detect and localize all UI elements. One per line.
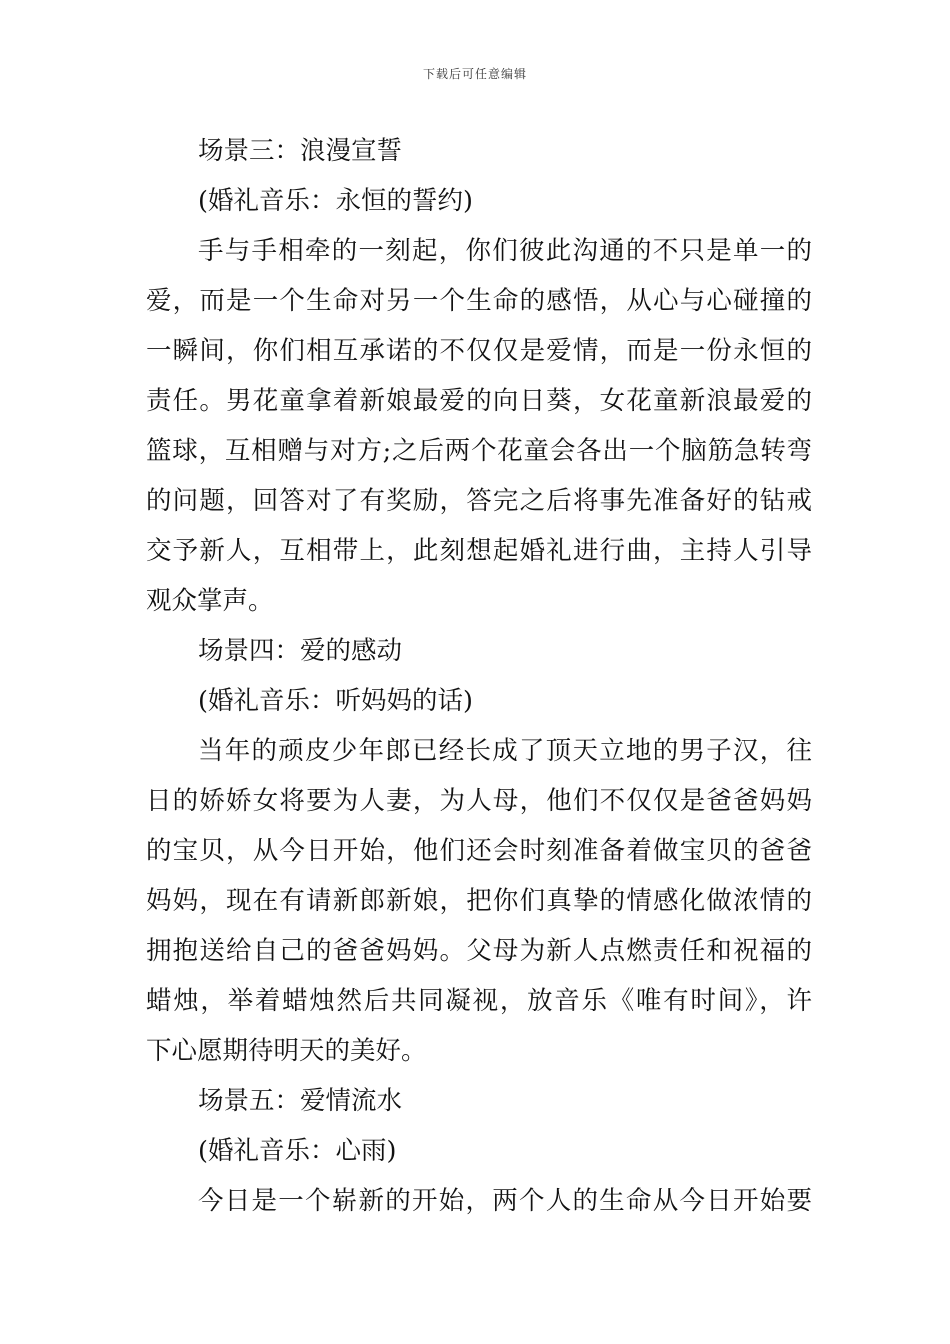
scene-five-heading: 场景五：爱情流水 — [198, 1086, 403, 1116]
paragraph-line: 的宝贝，从今日开始，他们还会时刻准备着做宝贝的爸爸 — [146, 836, 812, 866]
scene-three-music: (婚礼音乐：永恒的誓约) — [198, 186, 473, 216]
paragraph-line: 责任。男花童拿着新娘最爱的向日葵，女花童新浪最爱的 — [146, 386, 812, 416]
paragraph-line: 篮球，互相赠与对方;之后两个花童会各出一个脑筋急转弯 — [146, 436, 812, 466]
paragraph-line: 拥抱送给自己的爸爸妈妈。父母为新人点燃责任和祝福的 — [146, 936, 812, 966]
scene-five-music: (婚礼音乐：心雨) — [198, 1136, 397, 1166]
scene-four-music: (婚礼音乐：听妈妈的话) — [198, 686, 473, 716]
paragraph-line: 蜡烛，举着蜡烛然后共同凝视，放音乐《唯有时间》，许 — [146, 986, 812, 1016]
document-body — [146, 126, 812, 1226]
paragraph-line: 手与手相牵的一刻起，你们彼此沟通的不只是单一的 — [198, 236, 812, 266]
paragraph-line: 今日是一个崭新的开始，两个人的生命从今日开始要 — [198, 1186, 812, 1216]
header-note: 下载后可任意编辑 — [422, 67, 527, 81]
scene-three-heading: 场景三：浪漫宣誓 — [198, 136, 403, 166]
paragraph-line: 当年的顽皮少年郎已经长成了顶天立地的男子汉，往 — [198, 736, 812, 766]
paragraph-line: 一瞬间，你们相互承诺的不仅仅是爱情，而是一份永恒的 — [146, 336, 812, 366]
scene-four-heading: 场景四：爱的感动 — [198, 636, 403, 666]
paragraph-line: 妈妈，现在有请新郎新娘，把你们真挚的情感化做浓情的 — [146, 886, 812, 916]
paragraph-line: 交予新人，互相带上，此刻想起婚礼进行曲，主持人引导 — [146, 536, 812, 566]
paragraph-line: 的问题，回答对了有奖励，答完之后将事先准备好的钻戒 — [146, 486, 812, 516]
paragraph-line: 爱，而是一个生命对另一个生命的感悟，从心与心碰撞的 — [146, 286, 812, 316]
paragraph-line: 观众掌声。 — [146, 586, 274, 616]
paragraph-line: 下心愿期待明天的美好。 — [146, 1036, 427, 1066]
paragraph-line: 日的娇娇女将要为人妻，为人母，他们不仅仅是爸爸妈妈 — [146, 786, 812, 816]
